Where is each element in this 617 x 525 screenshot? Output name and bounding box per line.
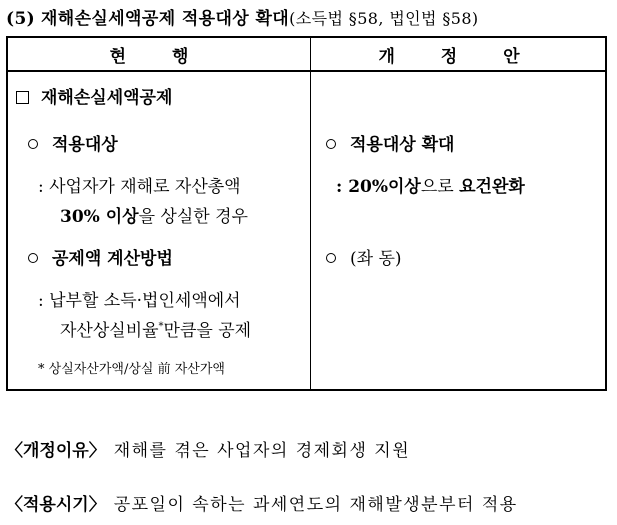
effective-date-label: 〈적용시기〉 (6, 495, 106, 515)
section-number: (5) (6, 9, 36, 29)
current-item2-title (28, 244, 173, 269)
proposed-item1-line1 (336, 172, 525, 197)
section-title: 재해손실세액공제 적용대상 확대 (40, 9, 290, 29)
current-item1-line2 (60, 202, 248, 227)
current-section-title (16, 83, 172, 108)
current-item2-line2 (60, 316, 251, 341)
current-item1-title (28, 130, 118, 155)
circle-bullet-icon (28, 139, 38, 149)
proposed-item1-title-text: 적용대상 확대 (350, 135, 455, 155)
amendment-reason-text: 재해를 겪은 사업자의 경제회생 지원 (113, 441, 411, 461)
current-column-header: 현 행 (109, 47, 209, 67)
current-footnote: * 상실자산가액/상실 前 자산가액 (38, 362, 225, 377)
proposed-relaxation: 요건완화 (459, 177, 525, 197)
current-item1-line2-rest: 을 상실한 경우 (138, 207, 248, 227)
proposed-line1-rest: 으로 (420, 177, 460, 197)
proposed-item2 (326, 244, 402, 269)
circle-bullet-icon (326, 139, 336, 149)
proposed-threshold: : 20%이상 (336, 177, 421, 197)
footnote-mark: * (158, 321, 164, 332)
current-section-title-text: 재해손실세액공제 (41, 88, 173, 108)
current-item2-ratio: 자산상실비율 (60, 321, 159, 341)
amendment-reason-label: 〈개정이유〉 (6, 441, 106, 461)
current-item2-line2-rest: 만큼을 공제 (163, 321, 252, 341)
checkbox-icon (16, 91, 29, 104)
proposed-item1-title (326, 130, 454, 155)
effective-date (6, 490, 518, 515)
header-divider (8, 70, 605, 72)
proposed-item2-text: (좌 동) (350, 249, 402, 269)
comparison-table (6, 36, 607, 391)
circle-bullet-icon (326, 253, 336, 263)
effective-date-text: 공포일이 속하는 과세연도의 재해발생분부터 적용 (113, 495, 518, 515)
proposed-column-header: 개 정 안 (378, 47, 540, 67)
current-item2-title-text: 공제액 계산방법 (52, 249, 173, 269)
current-item2-line1: : 납부할 소득·법인세액에서 (38, 291, 241, 311)
section-heading (6, 4, 479, 29)
column-divider (310, 38, 311, 389)
current-item1-title-text: 적용대상 (52, 135, 118, 155)
current-item1-line1: : 사업자가 재해로 자산총액 (38, 177, 241, 197)
circle-bullet-icon (28, 253, 38, 263)
law-reference: (소득법 §58, 법인법 §58) (289, 9, 479, 28)
current-item1-threshold: 30% 이상 (60, 207, 139, 227)
amendment-reason (6, 436, 410, 461)
